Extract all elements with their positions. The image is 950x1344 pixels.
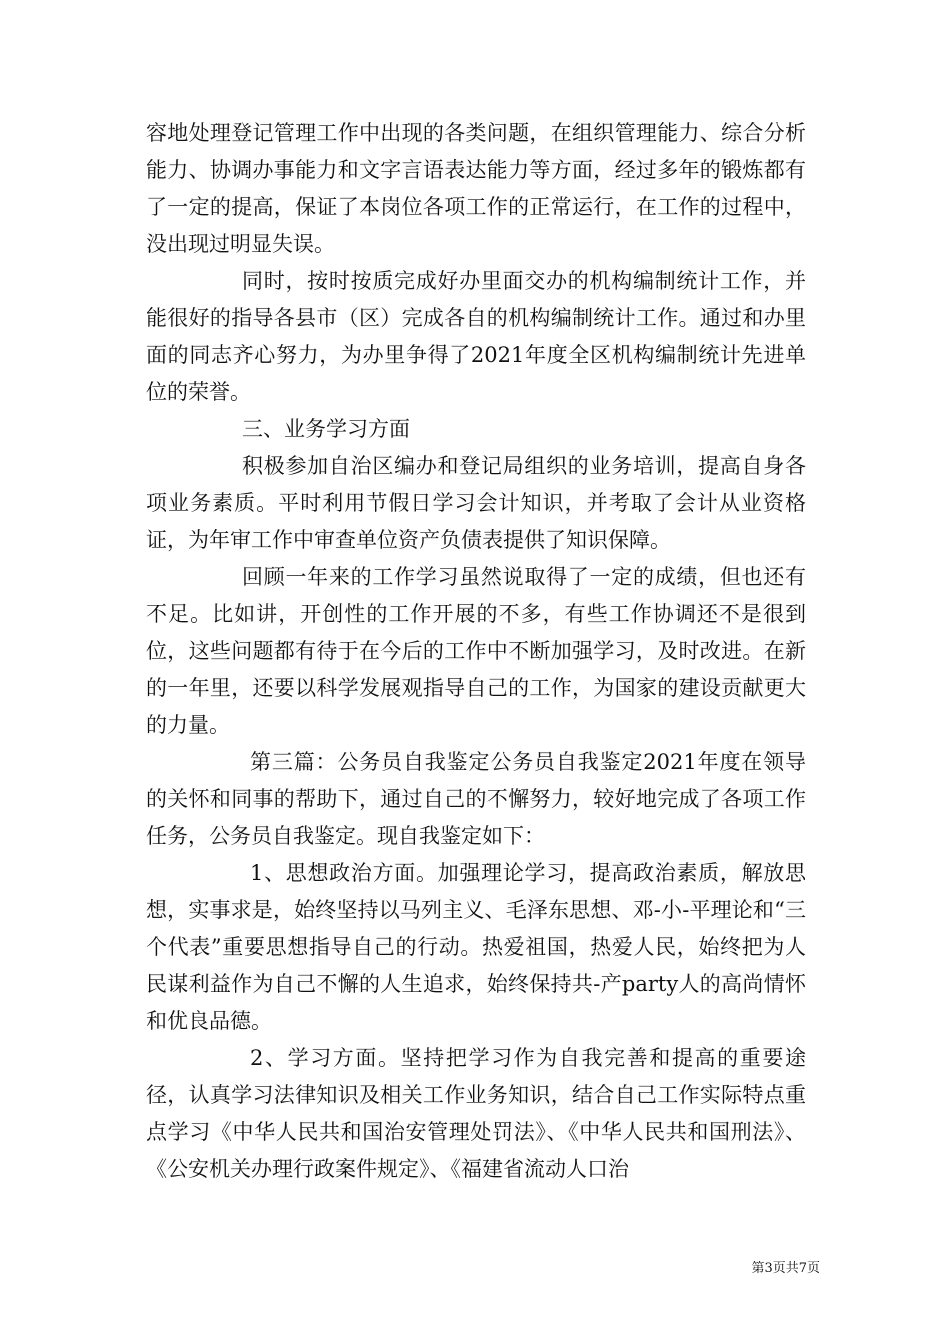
document-body	[146, 115, 806, 1188]
paragraph-study: 2、学习方面。坚持把学习作为自我完善和提高的重要途径，认真学习法律知识及相关工作业务知识，结合自己工作实际特点重点学习《中华人民共和国治安管理处罚法》、《中华人民共和国刑法》、《公安机关办理行政案件规定》、《福建省流动人口治	[146, 1046, 806, 1181]
paragraph-statistics-work: 同时，按时按质完成好办里面交办的机构编制统计工作，并能很好的指导各县市（区）完成各自的机构编制统计工作。通过和办里面的同志齐心努力，为办里争得了2021年度全区机构编制统计先进单位的荣誉。	[146, 269, 806, 404]
paragraph-political: 1、思想政治方面。加强理论学习，提高政治素质，解放思想，实事求是，始终坚持以马列主义、毛泽东思想、邓-小-平理论和“三个代表”重要思想指导自己的行动。热爱祖国，热爱人民，始终把为人民谋利益作为自己不懈的人生追求，始终保持共-产party人的高尚情怀和优良品德。	[146, 861, 806, 1033]
page-number: 第3页共7页	[751, 1261, 820, 1276]
paragraph-third-article: 第三篇：公务员自我鉴定公务员自我鉴定2021年度在领导的关怀和同事的帮助下，通过自己的不懈努力，较好地完成了各项工作任务，公务员自我鉴定。现自我鉴定如下：	[146, 750, 806, 848]
section-heading-business-study: 三、业务学习方面	[242, 417, 410, 441]
paragraph-continuation: 容地处理登记管理工作中出现的各类问题，在组织管理能力、综合分析能力、协调办事能力和文字言语表达能力等方面，经过多年的锻炼都有了一定的提高，保证了本岗位各项工作的正常运行，在工作的过程中，没出现过明显失误。	[146, 121, 806, 256]
paragraph-review: 回顾一年来的工作学习虽然说取得了一定的成绩，但也还有不足。比如讲，开创性的工作开展的不多，有些工作协调还不是很到位，这些问题都有待于在今后的工作中不断加强学习，及时改进。在新的一年里，还要以科学发展观指导自己的工作，为国家的建设贡献更大的力量。	[146, 565, 806, 737]
paragraph-training: 积极参加自治区编办和登记局组织的业务培训，提高自身各项业务素质。平时利用节假日学习会计知识，并考取了会计从业资格证，为年审工作中审查单位资产负债表提供了知识保障。	[146, 454, 806, 552]
